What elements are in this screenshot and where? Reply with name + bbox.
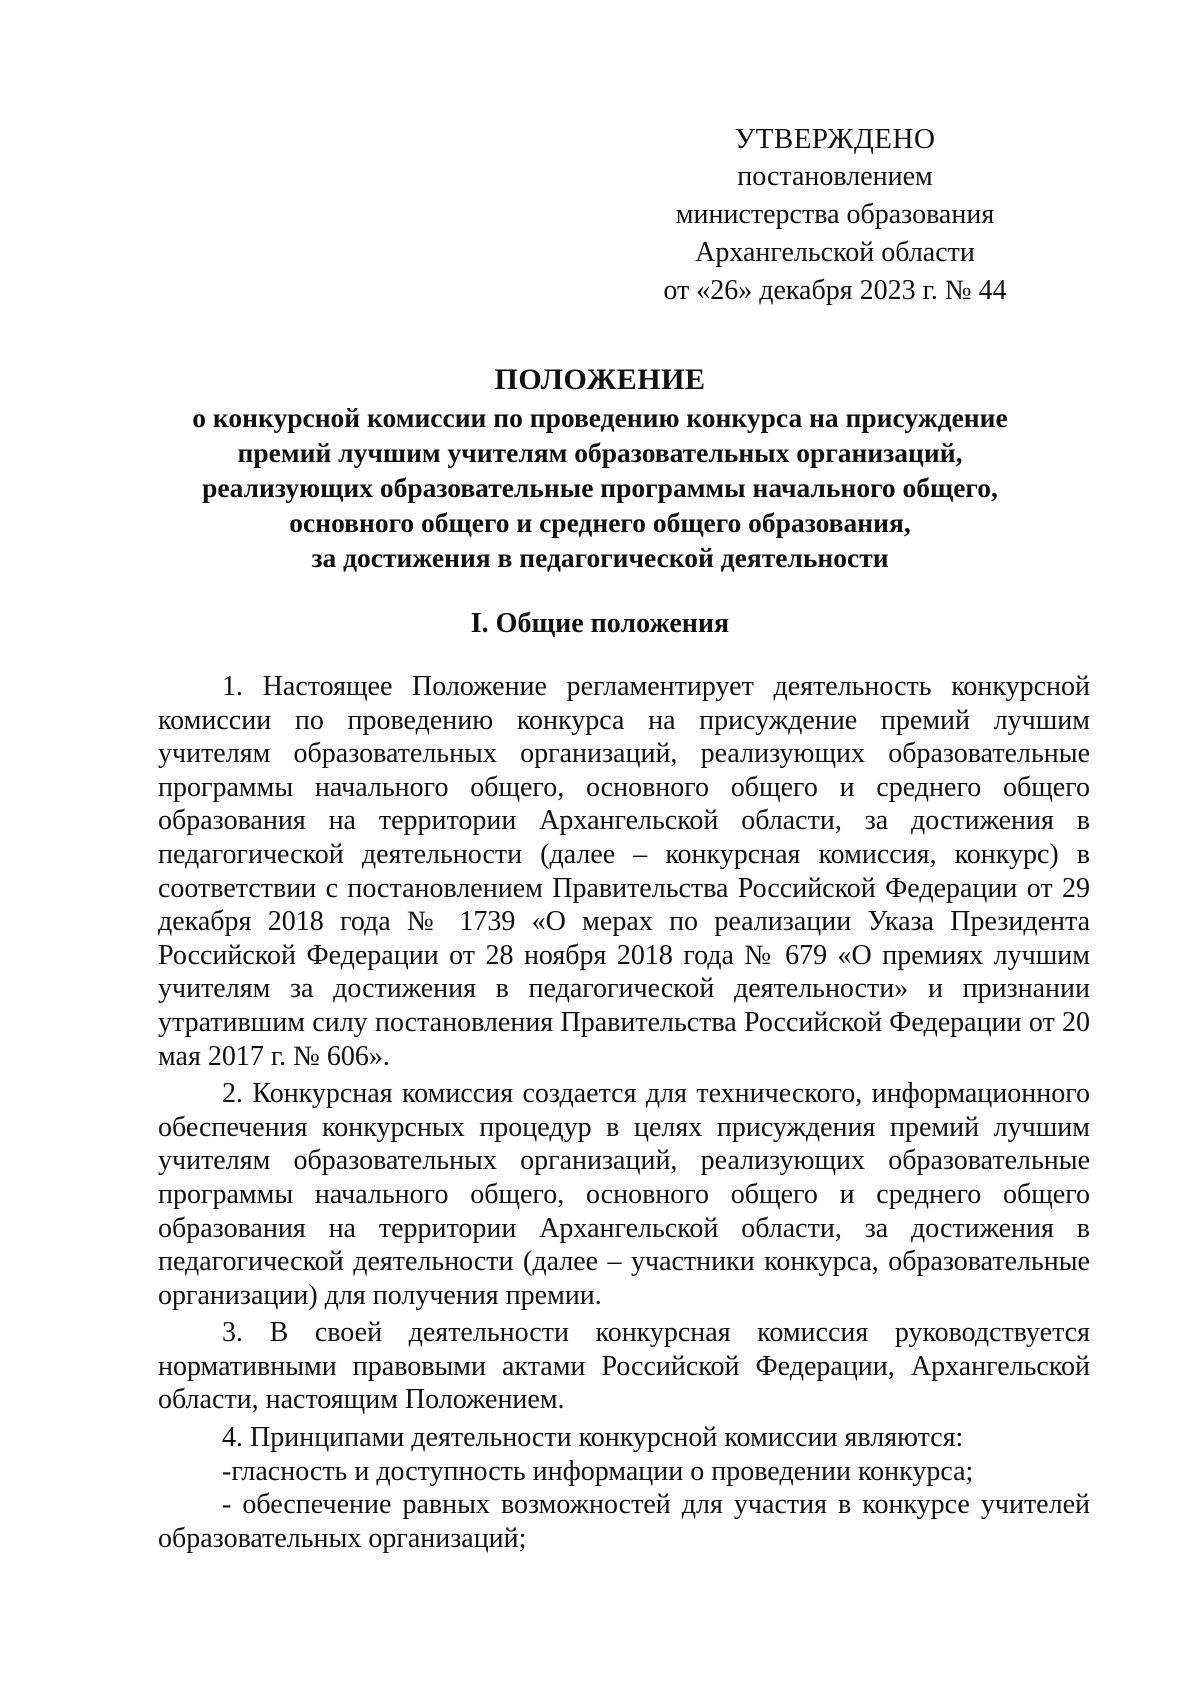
approval-block [600,120,1070,310]
paragraph: 1. Настоящее Положение регламентирует деятельность конкурсной комиссии по проведению конкурса на присуждение премий лучшим учителям образовательных организаций, реализующих образовательные программы начального общего, основного общего и среднего общего образования на территории Архангельской области, за достижения в педагогической деятельности (далее – конкурсная комиссия, конкурс) в соответствии с постановлением Правительства Российской Федерации от 29 декабря 2018 года № 1739 «О мерах по реализации Указа Президента Российской Федерации от 28 ноября 2018 года № 679 «О премиях лучшим учителям за достижения в педагогической деятельности» и признании утратившим силу постановления Правительства Российской Федерации от 20 мая 2017 г. № 606». [158,671,1090,1072]
document-title: ПОЛОЖЕНИЕ [494,363,706,396]
document-subtitle-line: премий лучшим учителям образовательных организаций, [237,437,963,468]
section-heading: I. Общие положения [470,608,730,639]
approval-line: постановлением [737,161,933,192]
document-subtitle-line: о конкурсной комиссии по проведению конкурса на присуждение [192,402,1008,433]
document-body [158,670,1090,1555]
approval-line: министерства образования [675,199,995,230]
document-subtitle-line: основного общего и среднего общего образования, [289,507,911,538]
paragraph: 2. Конкурсная комиссия создается для технического, информационного обеспечения конкурсных процедур в целях присуждения премий лучшим учителям образовательных организаций, реализующих образовательные программы начального общего, основного общего и среднего общего образования на территории Архангельской области, за достижения в педагогической деятельности (далее – участники конкурса, образовательные организации) для получения премии. [158,1078,1090,1311]
paragraph: 4. Принципами деятельности конкурсной комиссии являются: [222,1422,964,1454]
document-subtitle-line: реализующих образовательные программы начального общего, [202,472,998,503]
approval-date-line: от «26» декабря 2023 г. № 44 [663,275,1007,306]
approval-line: Архангельской области [695,237,975,268]
list-item: - обеспечение равных возможностей для участия в конкурсе учителей образовательных организаций; [158,1489,1090,1554]
paragraph: 3. В своей деятельности конкурсная комиссия руководствуется нормативными правовыми актами Российской Федерации, Архангельской области, настоящим Положением. [158,1317,1090,1416]
approval-heading: УТВЕРЖДЕНО [734,123,936,155]
document-subtitle-line: за достижения в педагогической деятельности [311,542,889,573]
document-title-block [120,360,1080,575]
list-item: -гласность и доступность информации о проведении конкурса; [222,1455,974,1487]
